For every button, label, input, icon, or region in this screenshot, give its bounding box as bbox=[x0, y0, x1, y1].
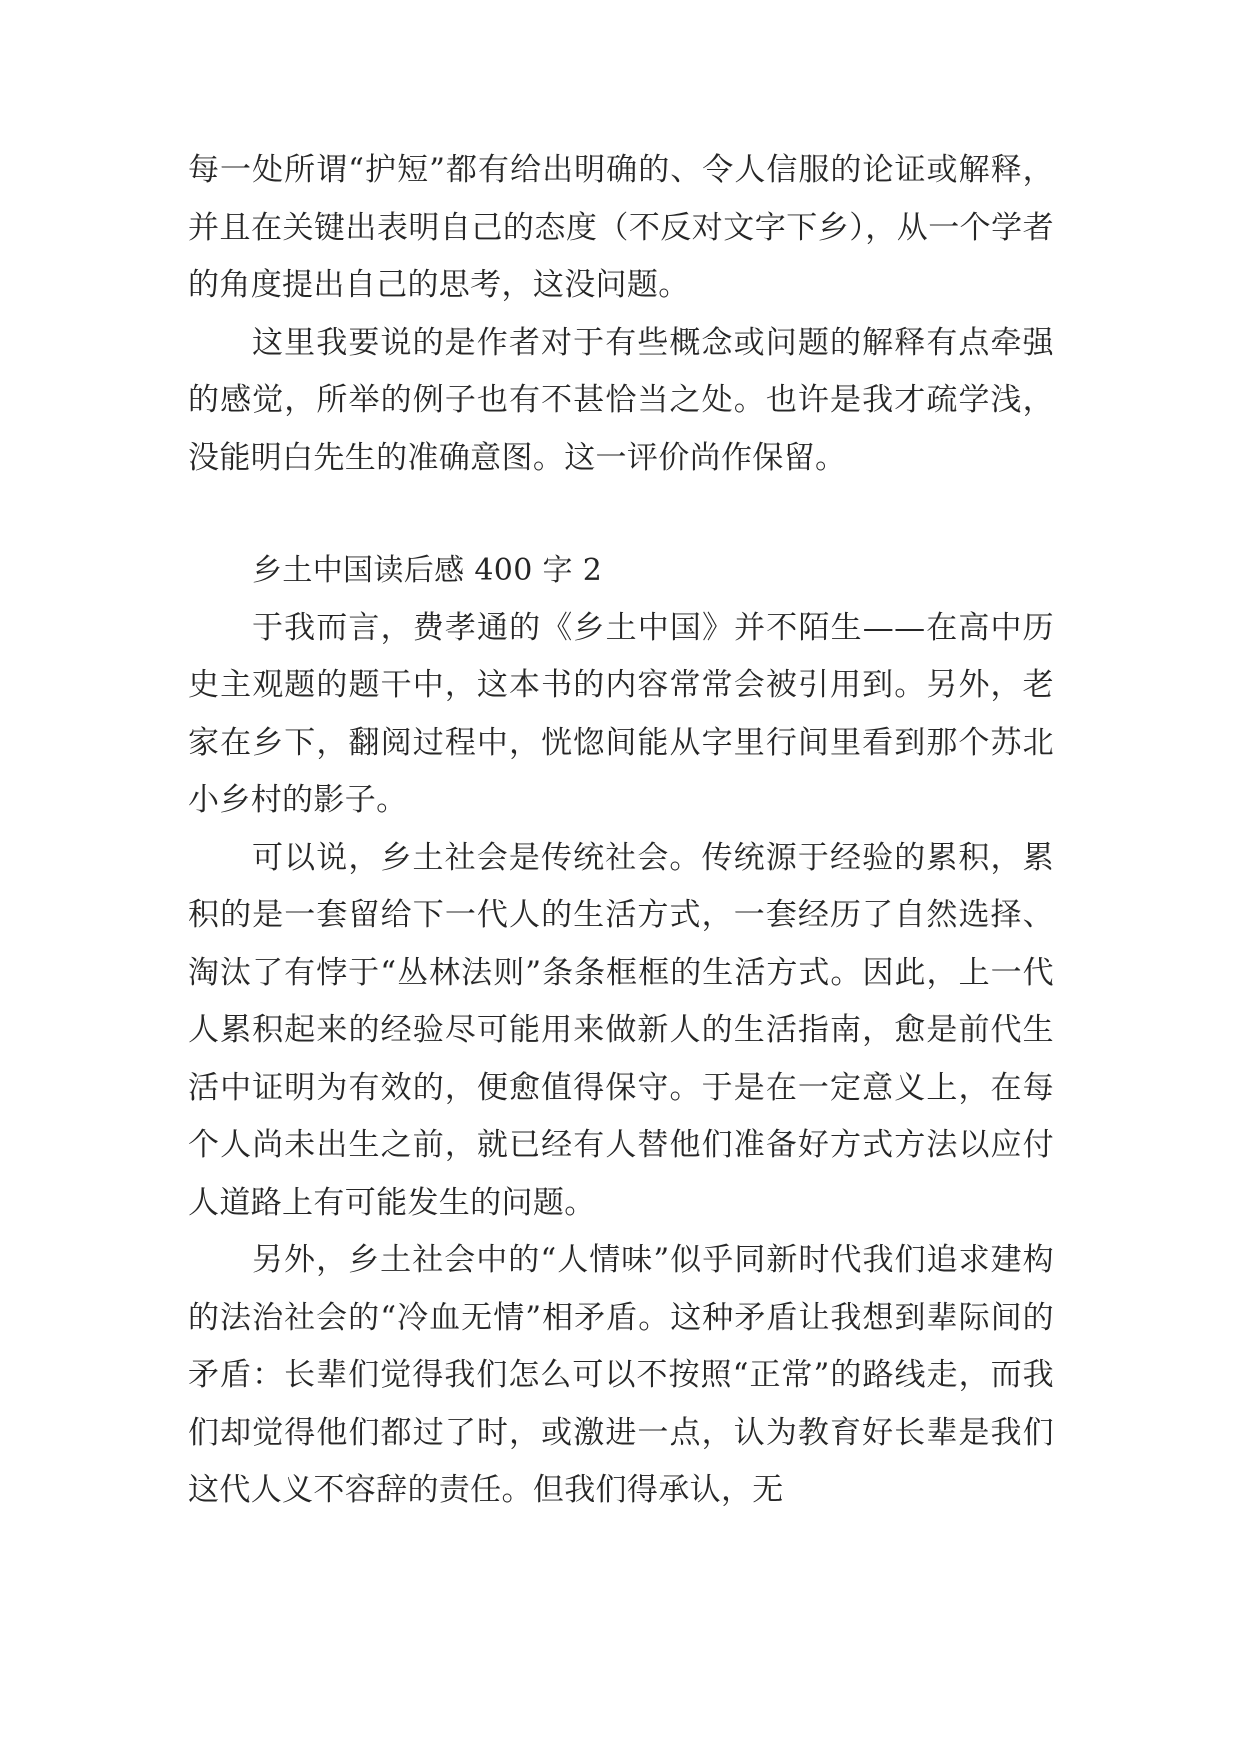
section-spacer bbox=[188, 487, 1054, 542]
document-body bbox=[188, 142, 1054, 1520]
paragraph-3: 另外，乡土社会中的“人情味”似乎同新时代我们追求建构的法治社会的“冷血无情”相矛盾。这种矛盾让我想到辈际间的矛盾：长辈们觉得我们怎么可以不按照“正常”的路线走，而我们却觉得他们都过了时，或激进一点，认为教育好长辈是我们这代人义不容辞的责任。但我们得承认，无 bbox=[188, 1242, 1054, 1508]
paragraph-1: 于我而言，费孝通的《乡土中国》并不陌生——在高中历史主观题的题干中，这本书的内容常常会被引用到。另外，老家在乡下，翻阅过程中，恍惚间能从字里行间里看到那个苏北小乡村的影子。 bbox=[188, 609, 1054, 818]
paragraph-2: 可以说，乡土社会是传统社会。传统源于经验的累积，累积的是一套留给下一代人的生活方式，一套经历了自然选择、淘汰了有悖于“丛林法则”条条框框的生活方式。因此，上一代人累积起来的经验尽可能用来做新人的生活指南，愈是前代生活中证明为有效的，便愈值得保守。于是在一定意义上，在每个人尚未出生之前，就已经有人替他们准备好方式方法以应付人道路上有可能发生的问题。 bbox=[188, 839, 1054, 1221]
paragraph-prev-continuation: 每一处所谓“护短”都有给出明确的、令人信服的论证或解释，并且在关键出表明自己的态度（不反对文字下乡），从一个学者的角度提出自己的思考，这没问题。 bbox=[188, 152, 1054, 303]
section-title: 乡土中国读后感 400 字 2 bbox=[252, 553, 603, 588]
paragraph-prev-closing: 这里我要说的是作者对于有些概念或问题的解释有点牵强的感觉，所举的例子也有不甚恰当之处。也许是我才疏学浅，没能明白先生的准确意图。这一评价尚作保留。 bbox=[188, 324, 1054, 476]
